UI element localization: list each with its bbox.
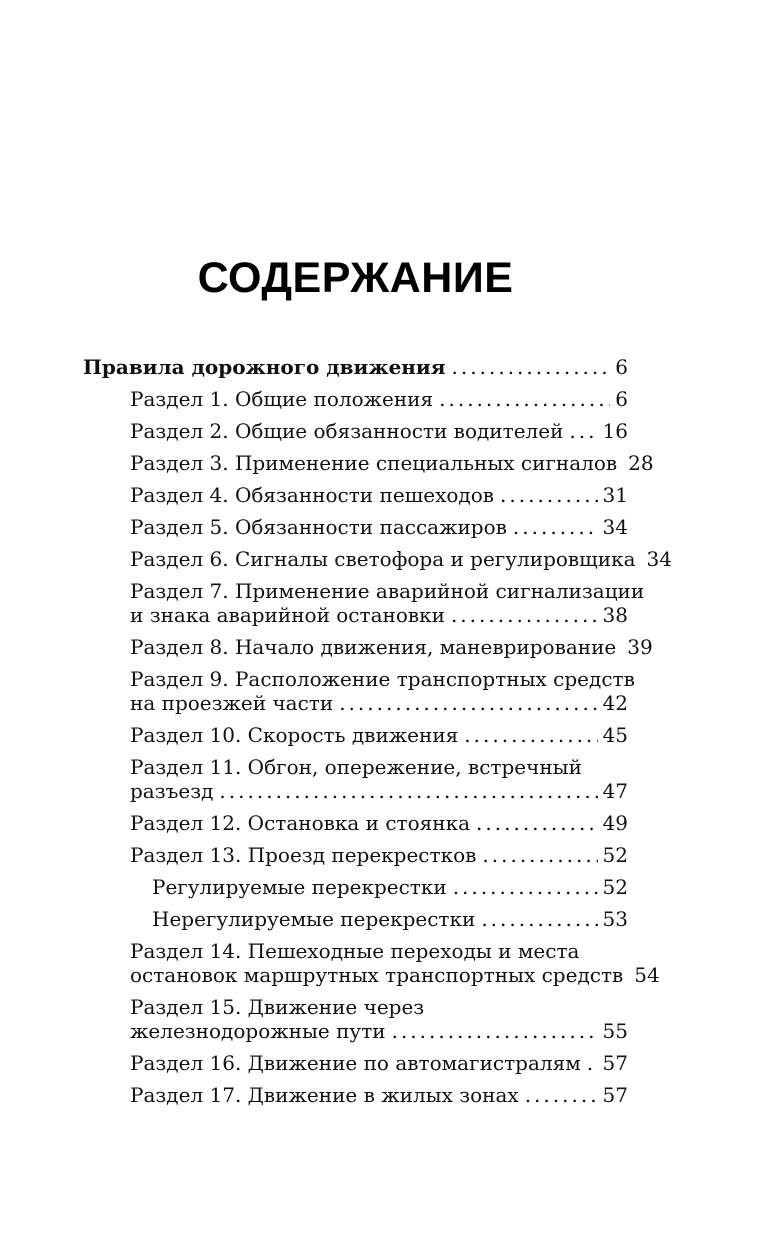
table-of-contents bbox=[83, 355, 672, 1107]
toc-entry-label: Раздел 6. Сигналы светофора и регулировщика bbox=[130, 547, 636, 571]
toc-entry bbox=[83, 419, 628, 443]
toc-entry bbox=[83, 723, 628, 747]
page-number: 34 bbox=[646, 547, 672, 571]
toc-entry bbox=[83, 355, 628, 379]
toc-entry-label: Раздел 2. Общие обязанности водителей bbox=[130, 419, 564, 443]
dot-leader bbox=[452, 355, 611, 379]
page-number: 38 bbox=[602, 603, 628, 627]
toc-entry bbox=[83, 1051, 628, 1075]
toc-entry bbox=[83, 1083, 628, 1107]
page-number: 52 bbox=[602, 843, 628, 867]
toc-entry-label: железнодорожные пути bbox=[130, 1019, 386, 1043]
dot-leader bbox=[500, 483, 598, 507]
page-number: 53 bbox=[602, 907, 628, 931]
toc-entry-label: Раздел 12. Остановка и стоянка bbox=[130, 811, 471, 835]
toc-entry-label: разъезд bbox=[130, 779, 214, 803]
page-number: 47 bbox=[602, 779, 628, 803]
page-number: 34 bbox=[602, 515, 628, 539]
toc-entry bbox=[83, 939, 660, 987]
dot-leader bbox=[339, 691, 597, 715]
toc-entry-label: Правила дорожного движения bbox=[83, 355, 446, 379]
toc-entry bbox=[83, 995, 628, 1043]
toc-entry-line: Раздел 11. Обгон, опережение, встречный bbox=[130, 755, 582, 779]
toc-entry bbox=[83, 515, 628, 539]
toc-entry bbox=[83, 843, 628, 867]
dot-leader bbox=[439, 387, 610, 411]
dot-leader bbox=[587, 1051, 598, 1075]
page-number: 6 bbox=[615, 355, 628, 379]
toc-entry-line: Раздел 9. Расположение транспортных средств bbox=[130, 667, 635, 691]
dot-leader bbox=[513, 515, 598, 539]
toc-entry-line: Раздел 15. Движение через bbox=[130, 995, 425, 1019]
toc-entry-label: Нерегулируемые перекрестки bbox=[152, 907, 476, 931]
toc-entry-label: Раздел 16. Движение по автомагистралям bbox=[130, 1051, 581, 1075]
toc-entry bbox=[83, 875, 628, 899]
toc-entry-label: на проезжей части bbox=[130, 691, 334, 715]
dot-leader bbox=[464, 723, 597, 747]
toc-entry-label: Раздел 10. Скорость движения bbox=[130, 723, 459, 747]
dot-leader bbox=[482, 843, 597, 867]
page-number: 6 bbox=[615, 387, 628, 411]
dot-leader bbox=[219, 779, 597, 803]
dot-leader bbox=[392, 1019, 598, 1043]
toc-entry-label: Раздел 1. Общие положения bbox=[130, 387, 434, 411]
page-number: 28 bbox=[628, 451, 654, 475]
dot-leader bbox=[476, 811, 598, 835]
toc-entry bbox=[83, 907, 628, 931]
page-number: 55 bbox=[602, 1019, 628, 1043]
page-number: 42 bbox=[602, 691, 628, 715]
toc-entry bbox=[83, 579, 645, 627]
toc-entry bbox=[83, 387, 628, 411]
toc-entry-label: Раздел 4. Обязанности пешеходов bbox=[130, 483, 495, 507]
page-title: СОДЕРЖАНИЕ bbox=[197, 254, 514, 302]
page-number: 45 bbox=[602, 723, 628, 747]
dot-leader bbox=[451, 603, 598, 627]
page-number: 31 bbox=[602, 483, 628, 507]
toc-entry bbox=[83, 755, 628, 803]
page-number: 54 bbox=[634, 963, 660, 987]
toc-entry bbox=[83, 451, 654, 475]
page-number: 39 bbox=[627, 635, 653, 659]
toc-entry-label: Регулируемые перекрестки bbox=[152, 875, 447, 899]
dot-leader bbox=[569, 419, 597, 443]
toc-entry-label: и знака аварийной остановки bbox=[130, 603, 445, 627]
toc-entry bbox=[83, 667, 635, 715]
dot-leader bbox=[481, 907, 597, 931]
page-number: 49 bbox=[602, 811, 628, 835]
page-number: 57 bbox=[602, 1051, 628, 1075]
page-number: 52 bbox=[602, 875, 628, 899]
page-number: 57 bbox=[602, 1083, 628, 1107]
toc-entry bbox=[83, 811, 628, 835]
toc-entry bbox=[83, 635, 653, 659]
dot-leader bbox=[525, 1083, 598, 1107]
toc-entry-line: Раздел 14. Пешеходные переходы и места bbox=[130, 939, 580, 963]
toc-entry-label: остановок маршрутных транспортных средств bbox=[130, 963, 624, 987]
toc-entry-line: Раздел 7. Применение аварийной сигнализации bbox=[130, 579, 645, 603]
toc-entry-label: Раздел 3. Применение специальных сигналов bbox=[130, 451, 618, 475]
toc-entry bbox=[83, 547, 672, 571]
toc-entry-label: Раздел 5. Обязанности пассажиров bbox=[130, 515, 507, 539]
toc-entry bbox=[83, 483, 628, 507]
toc-entry-label: Раздел 8. Начало движения, маневрирование bbox=[130, 635, 617, 659]
toc-entry-label: Раздел 17. Движение в жилых зонах bbox=[130, 1083, 519, 1107]
toc-entry-label: Раздел 13. Проезд перекрестков bbox=[130, 843, 477, 867]
page-number: 16 bbox=[602, 419, 628, 443]
dot-leader bbox=[453, 875, 598, 899]
